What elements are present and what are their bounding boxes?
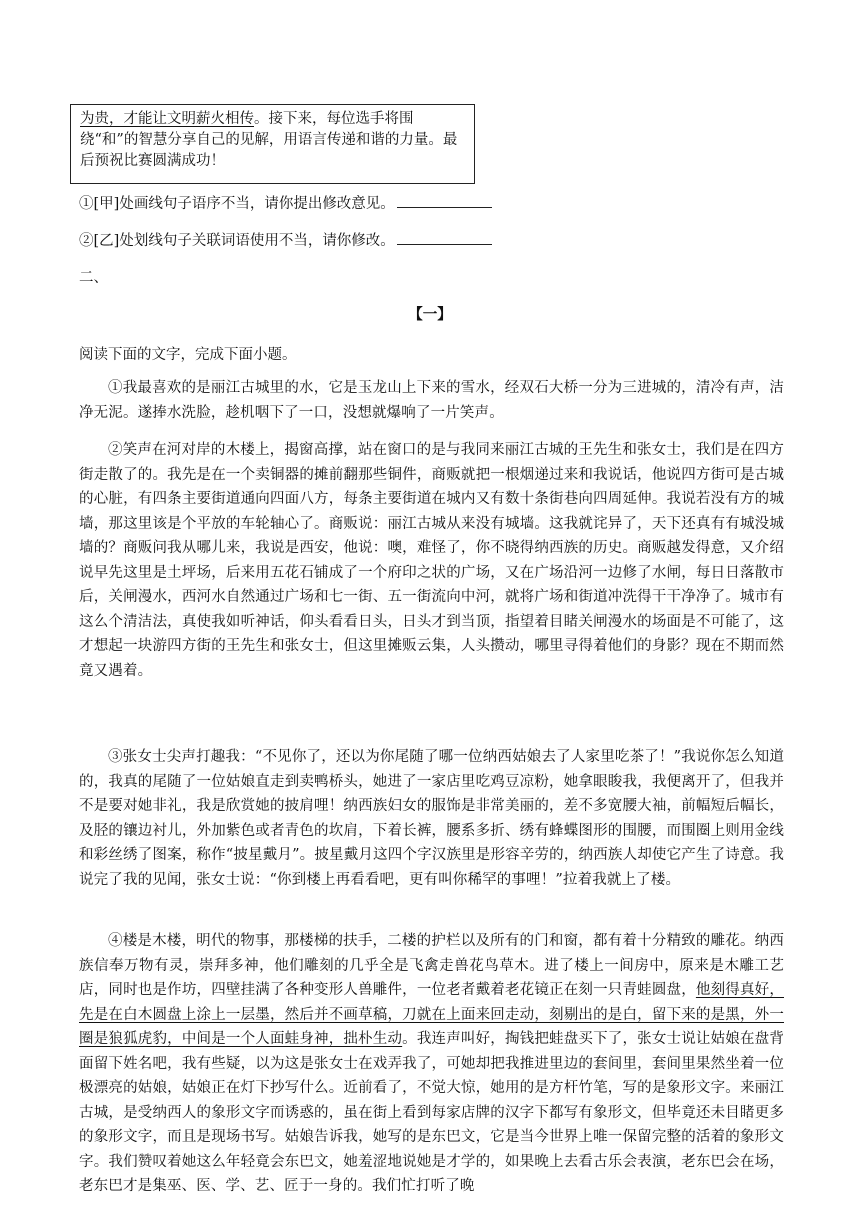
answer-blank-1[interactable] <box>397 193 492 208</box>
paragraph-2: ②笑声在河对岸的木楼上，揭窗高撑，站在窗口的是与我同来丽江古城的王先生和张女士，我们是在四方街走散了的。我先是在一个卖铜器的摊前翻那些铜件，商贩就把一根烟递过来和我说话，他说四方街可是古城的心脏，有四条主要街道通向四面八方，每条主要街道在城内又有数十条街巷向四周延伸。我说若没有方的城墙，那这里该是个平放的车轮轴心了。商贩说：丽江古城从来没有城墙。这我就诧异了，天下还真有有城没城墙的？商贩问我从哪儿来，我说是西安，他说：噢，难怪了，你不晓得纳西族的历史。商贩越发得意，又介绍说早先这里是土坪场，后来用五花石铺成了一个府印之状的广场，又在广场沿河一边修了水闸，每日日落散市后，关闸漫水，西河水自然通过广场和七一街、五一街流向中河，就将广场和街道冲洗得干干净净了。城市有这么个清洁法，真使我如听神话，仰头看看日头，日头才到当顶，指望着目睹关闸漫水的场面是不可能了，这才想起一块游四方街的王先生和张女士，但这里摊贩云集，人头攒动，哪里寻得着他们的身影？现在不期而然竟又遇着。 <box>79 442 784 679</box>
bordered-text-box <box>70 104 475 184</box>
box-text: 。接下来，每位选手将围绕“和”的智慧分享自己的见解，用语言传递和谐的力量。最后预祝比赛圆满成功！ <box>80 111 458 169</box>
question-2-text: ②[乙]处划线句子关联词语使用不当，请你修改。 <box>79 233 395 249</box>
section-title: 【一】 <box>408 306 452 323</box>
paragraph-1: ①我最喜欢的是丽江古城里的水，它是玉龙山上下来的雪水，经双石大桥一分为三进城的，清冷有声，洁净无泥。遂捧水洗脸，趁机咽下了一口，没想就爆响了一片笑声。 <box>79 380 784 421</box>
paragraph-4-part-b: 。我连声叫好，掏钱把蛙盘买下了，张女士说让姑娘在盘背面留下姓名吧，我有些疑，以为这是张女士在戏弄我了，可她却把我推进里边的套间里，套间里果然坐着一位极漂亮的姑娘，姑娘正在灯下抄写什么。近前看了，不觉大惊，她用的是方杆竹笔，写的是象形文字。来丽江古城，是受纳西人的象形文字而诱惑的，虽在街上看到每家店牌的汉字下都写有象形文，但毕竟还未目睹更多的象形文字，而且是现场书写。姑娘告诉我，她写的是东巴文，它是当今世界上唯一保留完整的活着的象形文字。我们赞叹着她这么年轻竟会东巴文，她羞涩地说她是才学的，如果晚上去看古乐会表演，老东巴会在场，老东巴才是集巫、医、学、艺、匠于一身的。我们忙打听了晚 <box>79 1031 784 1194</box>
answer-blank-2[interactable] <box>397 230 492 245</box>
reading-instruction: 阅读下面的文字，完成下面小题。 <box>79 347 297 363</box>
paragraph-4-part-a: ④楼是木楼，明代的物事，那楼梯的扶手，二楼的护栏以及所有的门和窗，都有着十分精致的雕花。纳西族信奉万物有灵，崇拜多神，他们雕刻的几乎全是飞禽走兽花鸟草木。进了楼上一间房中，原来是木雕工艺店，同时也是作坊，四壁挂满了各种变形人兽雕件，一位老者戴着老花镜正在刻一只青蛙圆盘， <box>79 933 784 998</box>
section-number: 二、 <box>79 270 108 286</box>
underlined-phrase: 为贵，才能让文明薪火相传 <box>80 111 254 127</box>
paragraph-3: ③张女士尖声打趣我：“不见你了，还以为你尾随了哪一位纳西姑娘去了人家里吃茶了！”我说你怎么知道的，我真的尾随了一位姑娘直走到卖鸭桥头，她进了一家店里吃鸡豆凉粉，她拿眼睃我，我便离开了，但我并不是要对她非礼，我是欣赏她的披肩哩！纳西族妇女的服饰是非常美丽的，差不多宽腰大袖，前幅短后幅长，及胫的镶边衬儿，外加紫色或者青色的坎肩，下着长裤，腰系多折、绣有蜂蝶图形的围腰，而围圈上则用金线和彩丝绣了图案，称作“披星戴月”。披星戴月这四个字汉族里是形容辛劳的，纳西族人却使它产生了诗意。我说完了我的见闻，张女士说：“你到楼上再看看吧，更有叫你稀罕的事哩！”拉着我就上了楼。 <box>79 749 784 888</box>
underlined-sentence: 他刻得真好，先是在白木圆盘上涂上一层墨，然后并不画草稿，刀就在上面来回走动，刻剔出的是白，留下来的是黑，外一圈是狼狐虎豹，中间是一个人面蛙身神，拙朴生动 <box>79 982 784 1047</box>
paragraph-4 <box>79 929 784 1199</box>
question-2 <box>79 229 492 250</box>
question-1 <box>79 192 492 213</box>
question-1-text: ①[甲]处画线句子语序不当，请你提出修改意见。 <box>79 196 395 212</box>
